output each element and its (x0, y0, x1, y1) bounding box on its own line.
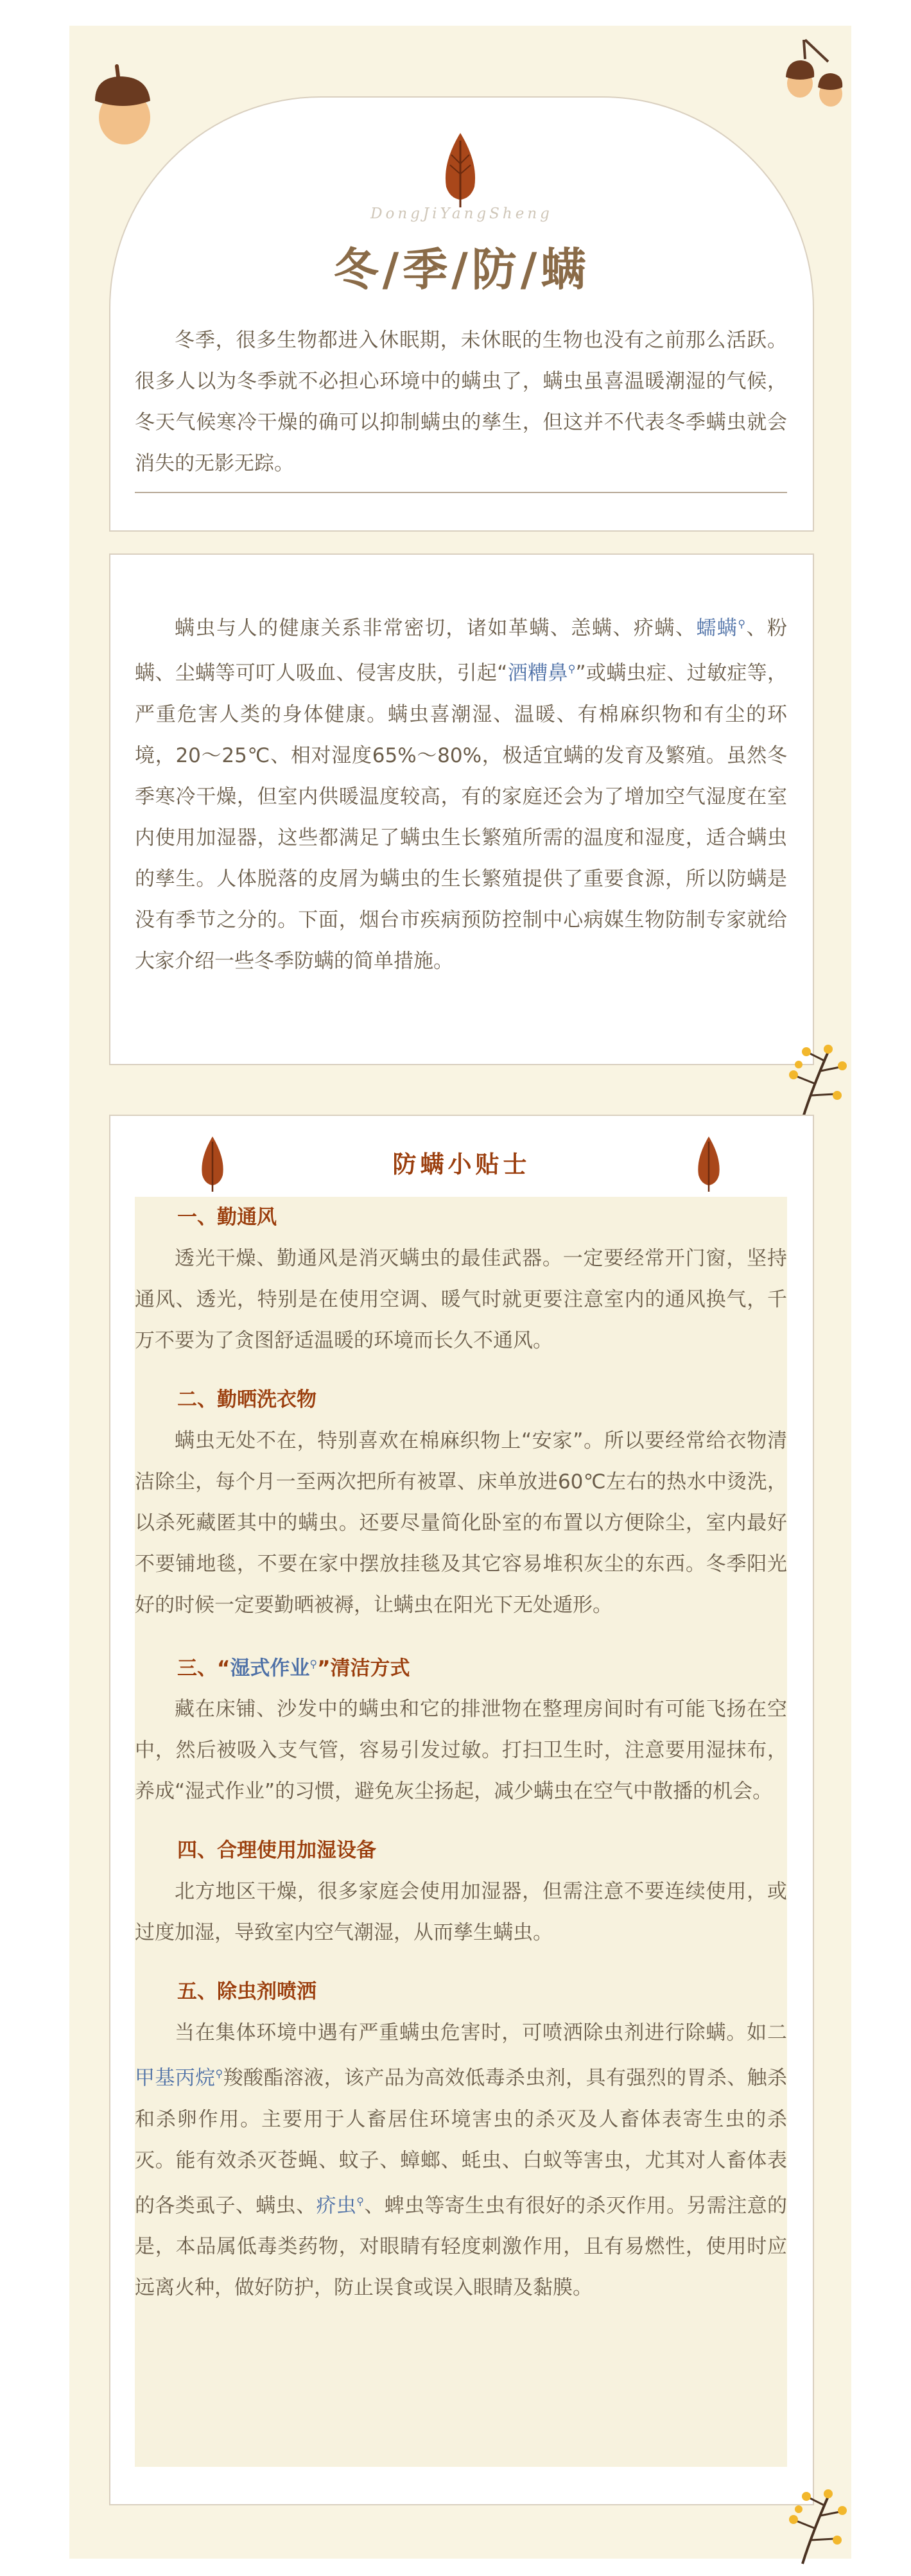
magnifier-icon[interactable]: ⚲ (738, 618, 746, 630)
magnifier-icon[interactable]: ⚲ (356, 2195, 364, 2207)
tip-body (135, 2012, 787, 2308)
tip-item (135, 1830, 787, 1953)
magnifier-icon[interactable]: ⚲ (309, 1658, 318, 1670)
tip-text-part: 当在集体环境中遇有严重螨虫危害时，可喷洒除虫剂进行除螨。如二 (175, 2021, 787, 2045)
tip-item (135, 1197, 787, 1361)
tip-body: 螨虫无处不在，特别喜欢在棉麻织物上“安家”。所以要经常给衣物清洁除尘，每个月一至两次把所有被罩、床单放进60℃左右的热水中烫洗，以杀死藏匿其中的螨虫。还要尽量简化卧室的布置以方便除尘，室内最好不要铺地毯，不要在家中摆放挂毯及其它容易堆积灰尘的东西。冬季阳光好的时候一定要勤晒被褥，让螨虫在阳光下无处遁形。 (135, 1429, 787, 1617)
tip-heading: 五、除虫剂喷洒 (177, 1980, 317, 2004)
body-text-part: ”或螨虫症、过敏症等，严重危害人类的身体健康。螨虫喜潮湿、温暖、有棉麻织物和有尘的环境，20～25℃、相对湿度65%～80%，极适宜螨的发育及繁殖。虽然冬季寒冷干燥，但室内供暖温度较高，有的家庭还会为了增加空气湿度在室内使用加湿器，这些都满足了螨虫生长繁殖所需的温度和湿度，适合螨虫的孳生。人体脱落的皮屑为螨虫的生长繁殖提供了重要食源，所以防螨是没有季节之分的。下面，烟台市疾病预防控制中心病媒生物防制专家就给大家介绍一些冬季防螨的简单措施。 (135, 661, 788, 973)
page-title: 冬/季/防/螨 (333, 243, 590, 296)
divider (135, 492, 787, 493)
berry-branch-icon (783, 2484, 847, 2567)
keyword-link-mite[interactable]: 蠕螨 (696, 616, 738, 640)
tip-heading (135, 1644, 787, 1689)
body-paragraph (135, 604, 787, 982)
magnifier-icon[interactable]: ⚲ (215, 2067, 223, 2080)
body-text-part: 、粉螨、尘螨等可叮人吸血、侵害皮肤，引起“ (135, 616, 788, 685)
tip-item (135, 1971, 787, 2308)
tip-body: 藏在床铺、沙发中的螨虫和它的排泄物在整理房间时有可能飞扬在空中，然后被吸入支气管，容易引发过敏。打扫卫生时，注意要用湿抹布，养成“湿式作业”的习惯，避免灰尘扬起，减少螨虫在空气中散播的机会。 (135, 1698, 787, 1804)
berry-branch-icon (783, 1039, 847, 1122)
tip-heading: 二、勤晒洗衣物 (177, 1388, 317, 1411)
keyword-link-rosacea[interactable]: 酒糟鼻 (507, 661, 568, 685)
tip-heading: 一、勤通风 (177, 1206, 277, 1229)
leaf-icon (441, 132, 480, 207)
acorn-icon (81, 61, 164, 148)
body-text-part: 螨虫与人的健康关系非常密切，诸如革螨、恙螨、疥螨、 (175, 616, 697, 640)
page-subtitle: DongJiYangSheng (370, 205, 553, 222)
tip-text-part: 、蜱虫等寄生虫有很好的杀灭作用。另需注意的是，本品属低毒类药物，对眼睛有轻度刺激作用，且有易燃性，使用时应远离火种，做好防护，防止误食或误入眼睛及黏膜。 (135, 2193, 788, 2299)
tip-item (135, 1379, 787, 1626)
tip-body: 透光干燥、勤通风是消灭螨虫的最佳武器。一定要经常开门窗，坚持通风、透光，特别是在使用空调、暖气时就更要注意室内的通风换气，千万不要为了贪图舒适温暖的环境而长久不通风。 (135, 1247, 787, 1352)
keyword-link-itch-mite[interactable]: 疥虫 (316, 2193, 357, 2217)
tip-body: 北方地区干燥，很多家庭会使用加湿器，但需注意不要连续使用，或过度加湿，导致室内空气潮湿，从而孳生螨虫。 (135, 1880, 787, 1945)
keyword-link-chemical[interactable]: 甲基丙烷 (135, 2066, 216, 2090)
acorn-pair-icon (778, 33, 849, 110)
tip-heading: 四、合理使用加湿设备 (177, 1839, 376, 1863)
tip-heading-part: ”清洁方式 (317, 1657, 410, 1680)
tips-box (135, 1197, 787, 2467)
keyword-link-wet-work[interactable]: 湿式作业 (230, 1657, 310, 1680)
magnifier-icon[interactable]: ⚲ (568, 663, 576, 675)
intro-paragraph: 冬季，很多生物都进入休眠期，未休眠的生物也没有之前那么活跃。很多人以为冬季就不必担心环境中的螨虫了，螨虫虽喜温暖潮湿的气候，冬天气候寒冷干燥的确可以抑制螨虫的孳生，但这并不代表冬季螨虫就会消失的无影无踪。 (135, 329, 787, 475)
tip-text-part: 羧酸酯溶液，该产品为高效低毒杀虫剂，具有强烈的胃杀、触杀和杀卵作用。主要用于人畜居住环境害虫的杀灭及人畜体表寄生虫的杀灭。能有效杀灭苍蝇、蚊子、蟑螂、蚝虫、白蚁等害虫，尤其对人畜体表的各类虱子、螨虫、 (135, 2066, 788, 2217)
tip-heading-part: 三、“ (177, 1657, 230, 1680)
tip-item (135, 1644, 787, 1812)
tips-title: 防螨小贴士 (392, 1151, 531, 1178)
